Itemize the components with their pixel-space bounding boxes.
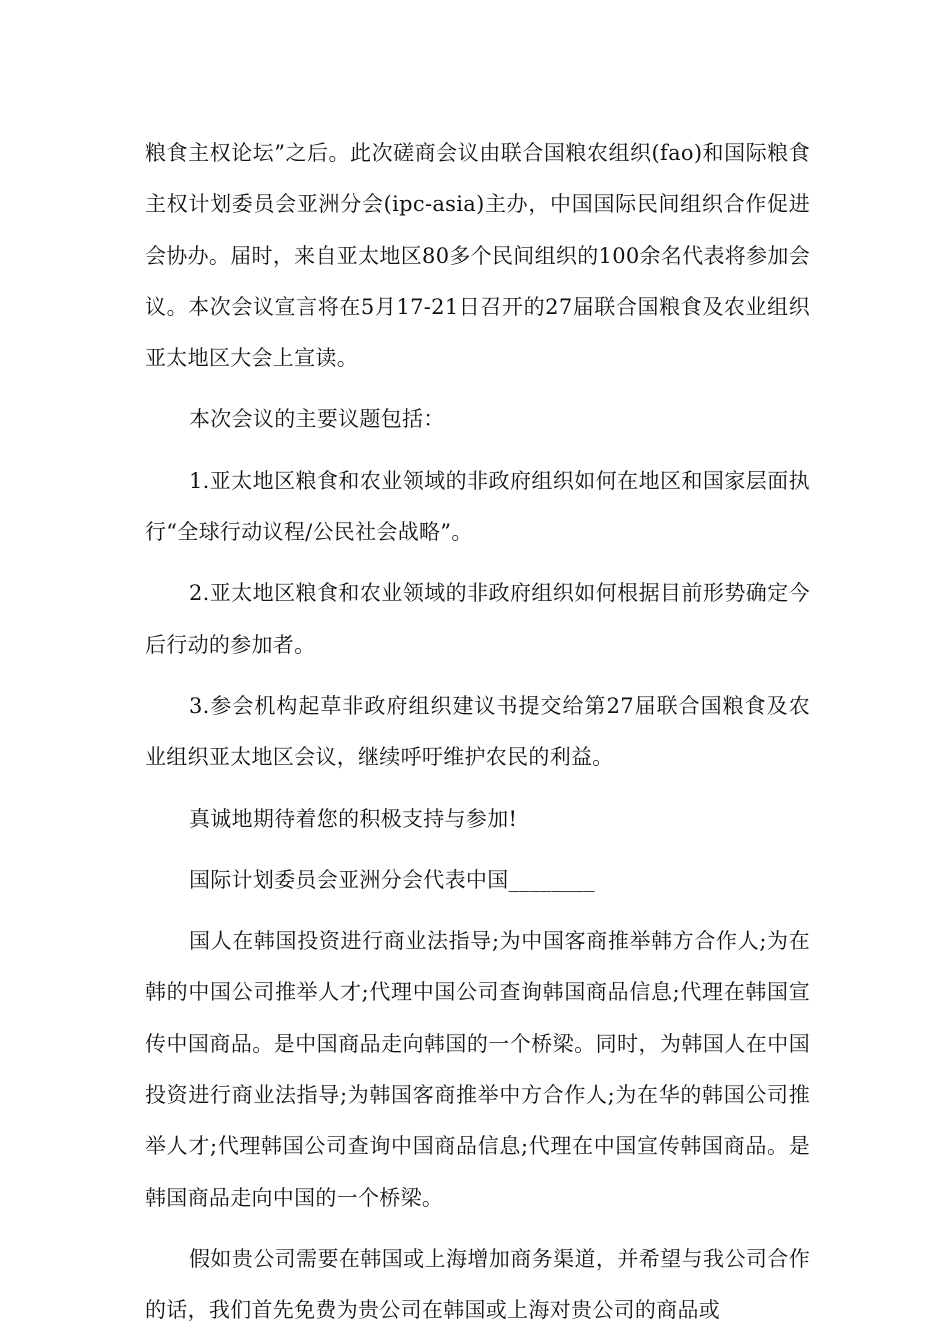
paragraph-topic-3: 3.参会机构起草非政府组织建议书提交给第27届联合国粮食及农业组织亚太地区会议，继续呼吁维护农民的利益。 bbox=[145, 693, 810, 770]
document-body bbox=[145, 128, 810, 1337]
paragraph-topics-heading: 本次会议的主要议题包括： bbox=[189, 407, 445, 432]
paragraph-bridge-services: 国人在韩国投资进行商业法指导;为中国客商推举韩方合作人;为在韩的中国公司推举人才;代理中国公司查询韩国商品信息;代理在韩国宣传中国商品。是中国商品走向韩国的一个桥梁。同时，为韩国人在中国投资进行商业法指导;为韩国客商推举中方合作人;为在华的韩国公司推举人才;代理韩国公司查询中国商品信息;代理在中国宣传韩国商品。是韩国商品走向中国的一个桥梁。 bbox=[145, 929, 810, 1210]
paragraph-cooperation: 假如贵公司需要在韩国或上海增加商务渠道，并希望与我公司合作的话，我们首先免费为贵公司在韩国或上海对贵公司的商品或 bbox=[145, 1246, 810, 1323]
paragraph-topic-1: 1.亚太地区粮食和农业领域的非政府组织如何在地区和国家层面执行“全球行动议程/公民社会战略”。 bbox=[145, 468, 810, 545]
paragraph-topic-2: 2.亚太地区粮食和农业领域的非政府组织如何根据目前形势确定今后行动的参加者。 bbox=[145, 581, 810, 657]
paragraph-closing: 真诚地期待着您的积极支持与参加! bbox=[189, 806, 518, 831]
paragraph-consultation-intro: 粮食主权论坛”之后。此次磋商会议由联合国粮农组织(fao)和国际粮食主权计划委员会亚洲分会(ipc-asia)主办，中国国际民间组织合作促进会协办。届时，来自亚太地区80多个民间组织的100余名代表将参加会议。本次会议宣言将在5月17-21日召开的27届联合国粮食及农业组织亚太地区大会上宣读。 bbox=[145, 141, 810, 371]
paragraph-signature: 国际计划委员会亚洲分会代表中国________ bbox=[189, 867, 595, 892]
